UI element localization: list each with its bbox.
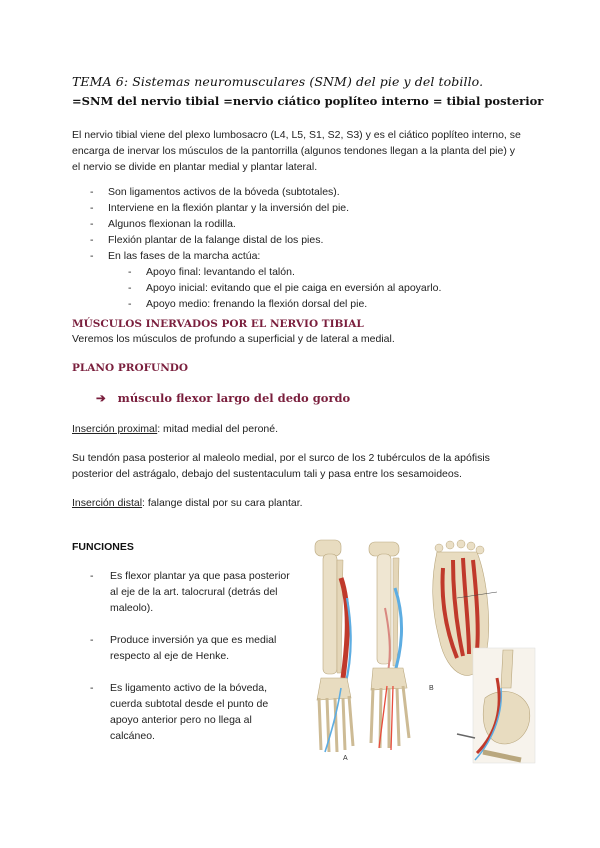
insercion-proximal-text: : mitad medial del peroné. (157, 423, 279, 435)
funcion-item: - Produce inversión ya que es medial respecto al eje de Henke. (90, 632, 290, 664)
trayecto-paragraph: Su tendón pasa posterior al maleolo medial, por el surco de los 2 tubérculos de la apófisis posterior del astrágalo, debajo del sustentaculum tali y pasa entre los sesamoideos. (72, 452, 490, 480)
funcion-item: - Es ligamento activo de la bóveda, cuerda subtotal desde el punto de apoyo anterior pero no llega al calcáneo. (90, 680, 290, 744)
list-item-text: En las fases de la marcha actúa: (108, 250, 261, 262)
leg-bones-left (315, 540, 353, 752)
section-text: Veremos los músculos de profundo a superficial y de lateral a medial. (72, 333, 395, 345)
section-heading: MÚSCULOS INERVADOS POR EL NERVIO TIBIAL (72, 318, 364, 330)
list-item: - Interviene en la flexión plantar y la inversión del pie. (90, 200, 530, 216)
list-item: - Son ligamentos activos de la bóveda (subtotales). (90, 184, 530, 200)
sublist-item: - Apoyo medio: frenando la flexión dorsal del pie. (128, 296, 530, 312)
features-list (90, 184, 530, 312)
arrow-right-icon: ➔ (96, 391, 106, 405)
funciones-list (90, 568, 290, 760)
insercion-proximal (72, 421, 278, 437)
sublist-item: - Apoyo final: levantando el talón. (128, 264, 530, 280)
insercion-distal-label: Inserción distal (72, 497, 143, 509)
insercion-proximal-label: Inserción proximal (72, 423, 158, 435)
muscle-name: músculo flexor largo del dedo gordo (117, 391, 351, 405)
list-item: - Algunos flexionan la rodilla. (90, 216, 530, 232)
insercion-distal-text: : falange distal por su cara plantar. (142, 497, 303, 509)
intro-paragraph: El nervio tibial viene del plexo lumbosacro (L4, L5, S1, S2, S3) y es el ciático poplíteo interno, se encarga de inervar los músculos de la pantorrilla (algunos tendones llegan a la planta del pie) y el nervio se divide en plantar medial y plantar lateral. (72, 129, 521, 173)
page-title: TEMA 6: Sistemas neuromusculares (SNM) del pie y del tobillo. (72, 74, 484, 89)
figure-label-a: A (343, 755, 348, 762)
leg-bones-middle (369, 542, 409, 750)
page-subtitle: =SNM del nervio tibial =nervio ciático poplíteo interno = tibial posterior (72, 94, 544, 108)
sublist-item: - Apoyo inicial: evitando que el pie caiga en eversión al apoyarlo. (128, 280, 530, 296)
funcion-item: - Es flexor plantar ya que pasa posterior al eje de la art. talocrural (detrás del maleolo). (90, 568, 290, 616)
figure-label-b: B (429, 685, 434, 692)
list-item (90, 248, 530, 312)
muscle-heading (96, 391, 350, 405)
insercion-distal (72, 495, 303, 511)
plane-heading: PLANO PROFUNDO (72, 362, 189, 374)
anatomy-illustration (307, 538, 537, 768)
gait-sublist (108, 264, 530, 312)
list-item: - Flexión plantar de la falange distal de los pies. (90, 232, 530, 248)
funciones-heading: FUNCIONES (72, 541, 134, 553)
